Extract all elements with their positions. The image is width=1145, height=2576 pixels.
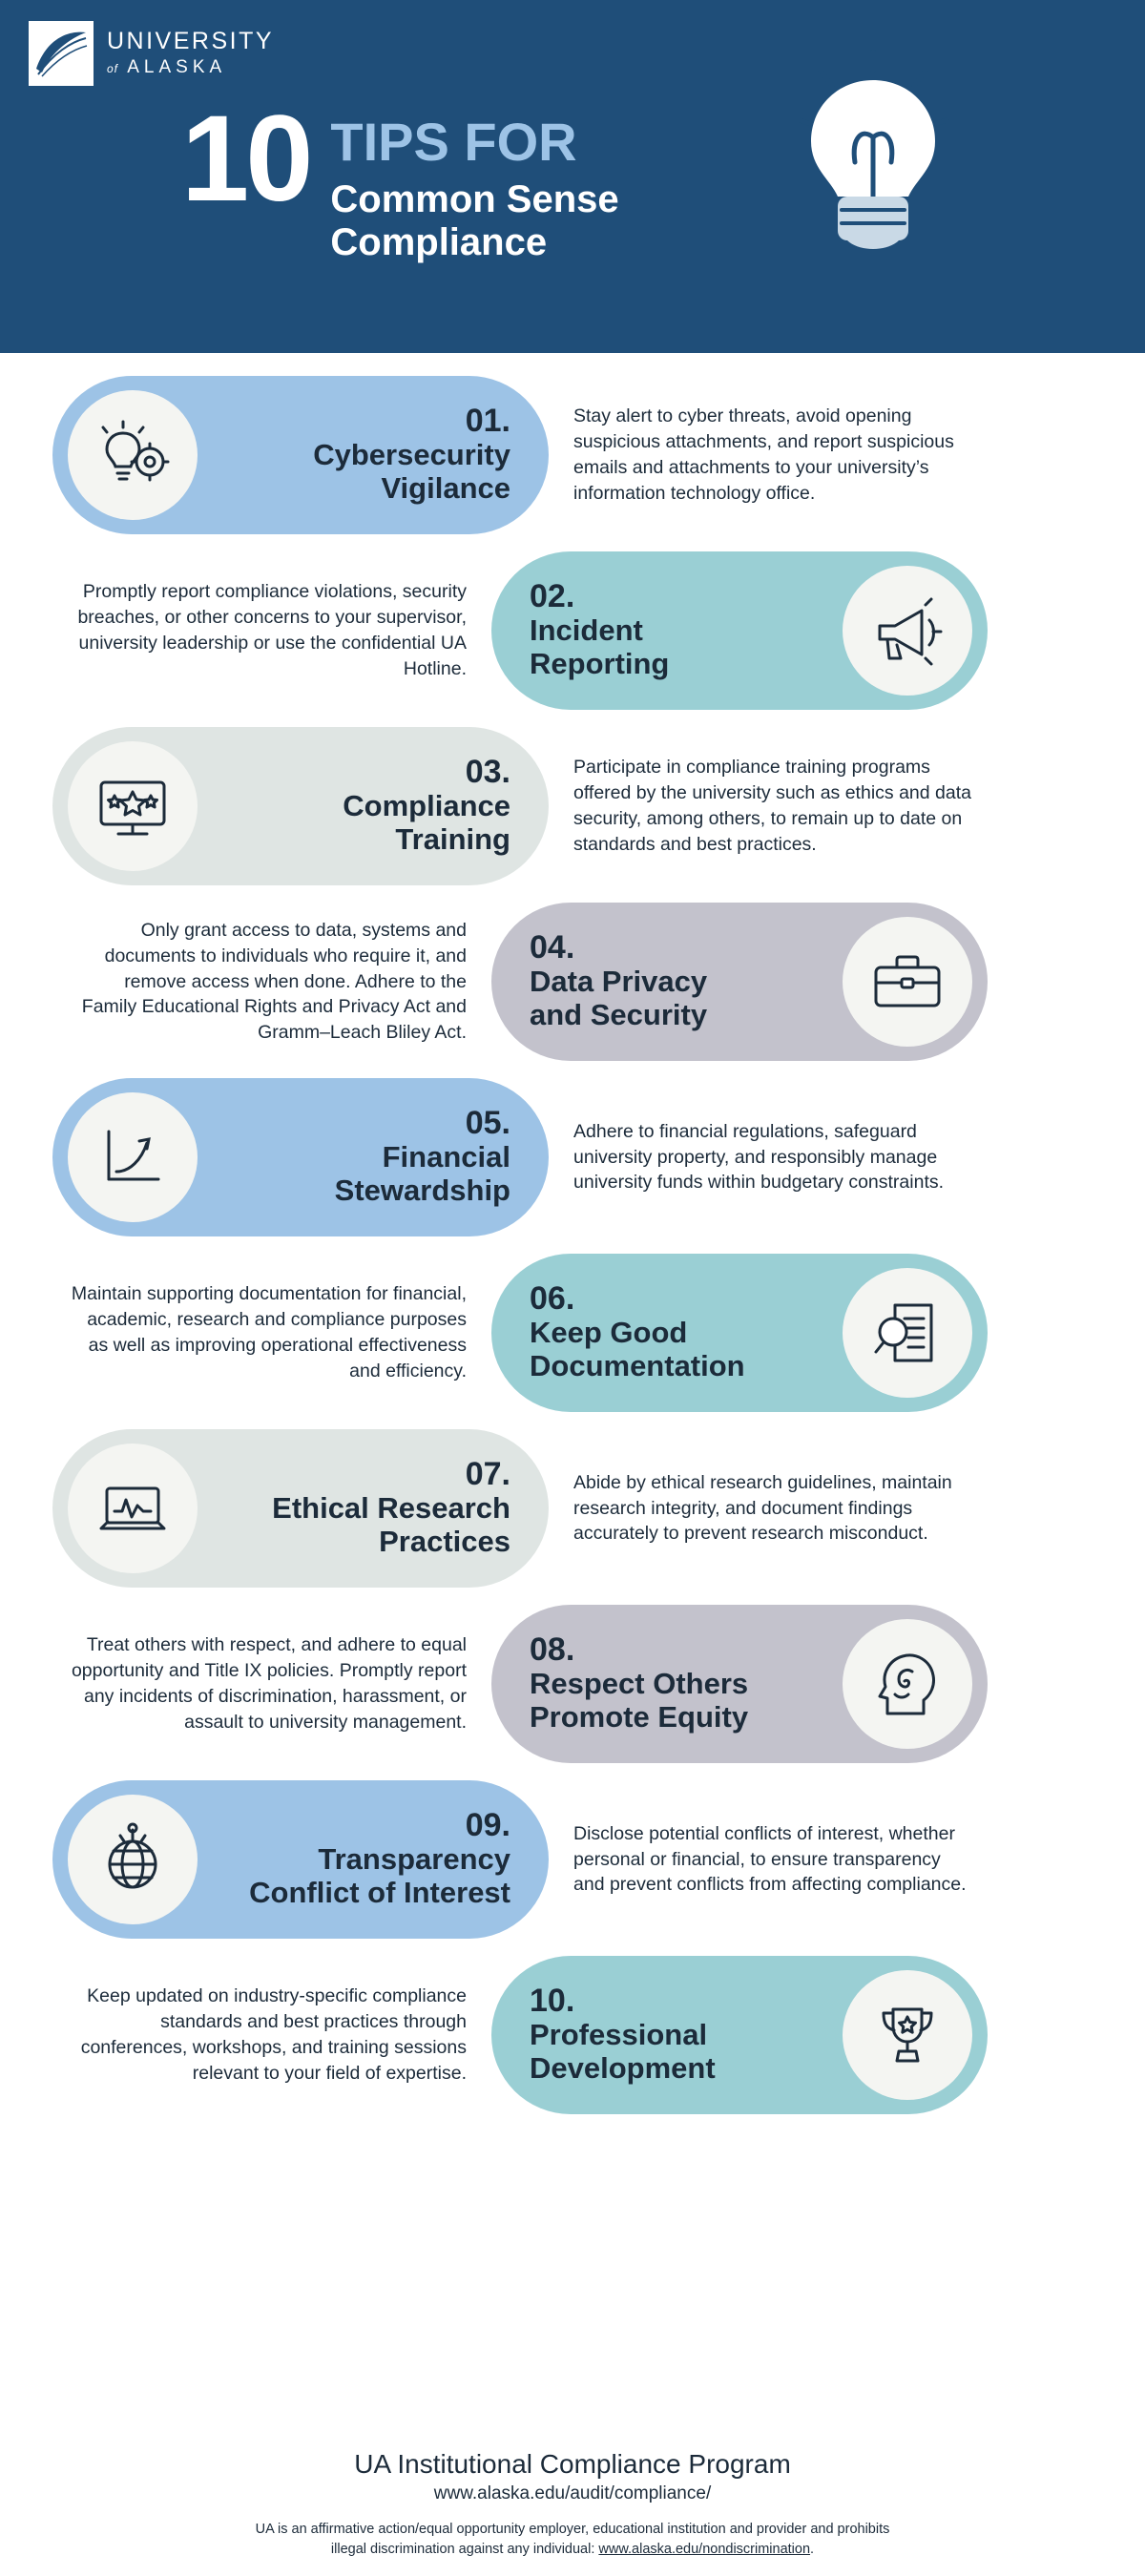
tip-text-02 [512, 580, 843, 680]
tip-title-line1: Keep Good [530, 1316, 688, 1350]
tip-text-03 [198, 756, 528, 856]
tip-description: Promptly report compliance violations, security breaches, or other concerns to your supervisor, university leadership or use the confidential UA Hotline. [77, 581, 467, 679]
logo-alaska-word: ALASKA [127, 56, 227, 77]
tip-title-line2: and Security [530, 997, 708, 1031]
tip-title-line2: Practices [379, 1524, 510, 1558]
tip-description: Disclose potential conflicts of interest, whether personal or financial, to ensure transparency and prevent conflicts from affecting compliance. [573, 1822, 967, 1896]
tip-item [52, 1252, 1093, 1414]
header-title-block [181, 91, 619, 264]
tip-text-08 [512, 1633, 843, 1734]
tip-item [52, 550, 1093, 712]
tip-description: Adhere to financial regulations, safeguard university property, and responsibly manage university funds within budgetary constraints. [573, 1120, 945, 1194]
tip-item [52, 725, 1093, 887]
tip-title-line2: Promote Equity [530, 1699, 749, 1734]
ua-logo [29, 21, 274, 86]
tip-title-line2: Vigilance [381, 470, 510, 505]
megaphone-icon [843, 566, 972, 696]
footer-disclaimer-suffix: . [810, 2541, 815, 2557]
tip-description: Stay alert to cyber threats, avoid opening suspicious attachments, and report suspicious emails and attachments to your university’s information technology office. [573, 405, 954, 504]
tip-number: 08. [530, 1631, 575, 1669]
tip-text-06 [512, 1282, 843, 1382]
tip-text-04 [512, 931, 843, 1031]
tip-title-line2: Conflict of Interest [249, 1875, 510, 1909]
tip-text-09 [198, 1809, 528, 1909]
tip-title-line2: Reporting [530, 646, 670, 680]
tip-pill-04 [491, 903, 988, 1061]
tip-item [52, 1778, 1093, 1941]
tip-item [52, 1427, 1093, 1589]
tip-title-line1: Data Privacy [530, 965, 708, 999]
tip-text-07 [198, 1458, 528, 1558]
transparency-globe-icon [68, 1795, 198, 1924]
tip-title-line1: Compliance [343, 789, 510, 823]
tip-item [52, 1603, 1093, 1765]
tip-item [52, 901, 1093, 1063]
tip-description: Only grant access to data, systems and documents to individuals who require it, and remove access when done. Adhere to the Family Educational Rights and Privacy Act and Gramm–Leach Bliley Act. [81, 919, 467, 1044]
footer-program-name: UA Institutional Compliance Program [354, 2449, 791, 2480]
monitor-training-icon [68, 741, 198, 871]
tip-text-10 [512, 1984, 843, 2085]
tip-item [52, 374, 1093, 536]
tip-title-line2: Training [395, 821, 510, 856]
footer-disclaimer-line2 [57, 2540, 1088, 2559]
tip-number: 09. [465, 1807, 510, 1844]
tip-number: 06. [530, 1280, 575, 1318]
tip-number: 10. [530, 1983, 575, 2020]
tip-description: Participate in compliance training programs offered by the university such as ethics and data security, among others, to remain up to date on standards and best practices. [573, 757, 971, 855]
tip-text-01 [198, 405, 528, 505]
header-tips-for: TIPS FOR [330, 112, 577, 172]
tip-number: 07. [465, 1456, 510, 1493]
tip-pill-08 [491, 1605, 988, 1763]
footer-disclaimer [57, 2520, 1088, 2559]
tip-number: 04. [530, 929, 575, 966]
tip-pill-09 [52, 1780, 549, 1939]
tip-pill-01 [52, 376, 549, 534]
growth-chart-icon [68, 1092, 198, 1222]
footer [0, 2443, 1145, 2576]
tip-title-line2: Stewardship [334, 1173, 510, 1207]
tip-title-line1: Transparency [318, 1842, 510, 1877]
footer-nondiscrimination-link[interactable]: www.alaska.edu/nondiscrimination [598, 2541, 811, 2557]
tip-item [52, 1076, 1093, 1238]
header-subtitle-line1: Common Sense [330, 178, 619, 220]
tips-list [0, 353, 1145, 2443]
logo-line-alaska [107, 58, 274, 78]
tip-pill-02 [491, 551, 988, 710]
tip-pill-03 [52, 727, 549, 885]
tip-pill-10 [491, 1956, 988, 2114]
tip-title-line1: Incident [530, 613, 643, 648]
head-mind-icon [843, 1619, 972, 1749]
tip-number: 02. [530, 578, 575, 615]
tip-title-line1: Financial [382, 1140, 510, 1174]
tip-text-05 [198, 1107, 528, 1207]
ua-logo-wordmark [107, 29, 274, 77]
ua-logo-icon [29, 21, 94, 86]
document-magnifier-icon [843, 1268, 972, 1398]
tip-number: 03. [465, 754, 510, 791]
tip-description: Abide by ethical research guidelines, maintain research integrity, and document findings accurately to prevent research misconduct. [573, 1471, 952, 1545]
tip-pill-06 [491, 1254, 988, 1412]
tip-pill-07 [52, 1429, 549, 1588]
laptop-analytics-icon [68, 1444, 198, 1573]
tip-description: Maintain supporting documentation for financial, academic, research and compliance purposes as well as improving operational effectiveness and efficiency. [71, 1283, 467, 1381]
tip-pill-05 [52, 1078, 549, 1236]
tip-title-line1: Cybersecurity [313, 438, 510, 472]
lightbulb-icon [782, 46, 964, 284]
gear-lightbulb-icon [68, 390, 198, 520]
tip-title-line2: Documentation [530, 1348, 745, 1382]
tip-number: 05. [465, 1105, 510, 1142]
logo-line-university: UNIVERSITY [107, 28, 275, 55]
tip-title-line2: Development [530, 2050, 716, 2085]
header-subtitle-line2: Compliance [330, 220, 548, 263]
tip-title-line1: Respect Others [530, 1667, 749, 1701]
tip-description: Keep updated on industry-specific compliance standards and best practices through conferences, workshops, and training sessions relevant to your field of expertise. [80, 1985, 467, 2084]
tip-title-line1: Ethical Research [272, 1491, 510, 1526]
tip-item [52, 1954, 1093, 2116]
briefcase-icon [843, 917, 972, 1047]
footer-disclaimer-line1: UA is an affirmative action/equal opportunity employer, educational institution and provider and prohibits [255, 2522, 890, 2538]
logo-of-word: of [107, 61, 119, 75]
header-banner [0, 0, 1145, 353]
footer-url[interactable]: www.alaska.edu/audit/compliance/ [433, 2483, 712, 2504]
trophy-icon [843, 1970, 972, 2100]
header-number-ten: 10 [181, 91, 310, 227]
tip-title-line1: Professional [530, 2018, 708, 2052]
tip-description: Treat others with respect, and adhere to equal opportunity and Title IX policies. Promptly report any incidents of discrimination, harassment, or assault to university management. [71, 1634, 467, 1733]
footer-disclaimer-prefix: illegal discrimination against any individual: [330, 2541, 599, 2557]
tip-number: 01. [465, 403, 510, 440]
